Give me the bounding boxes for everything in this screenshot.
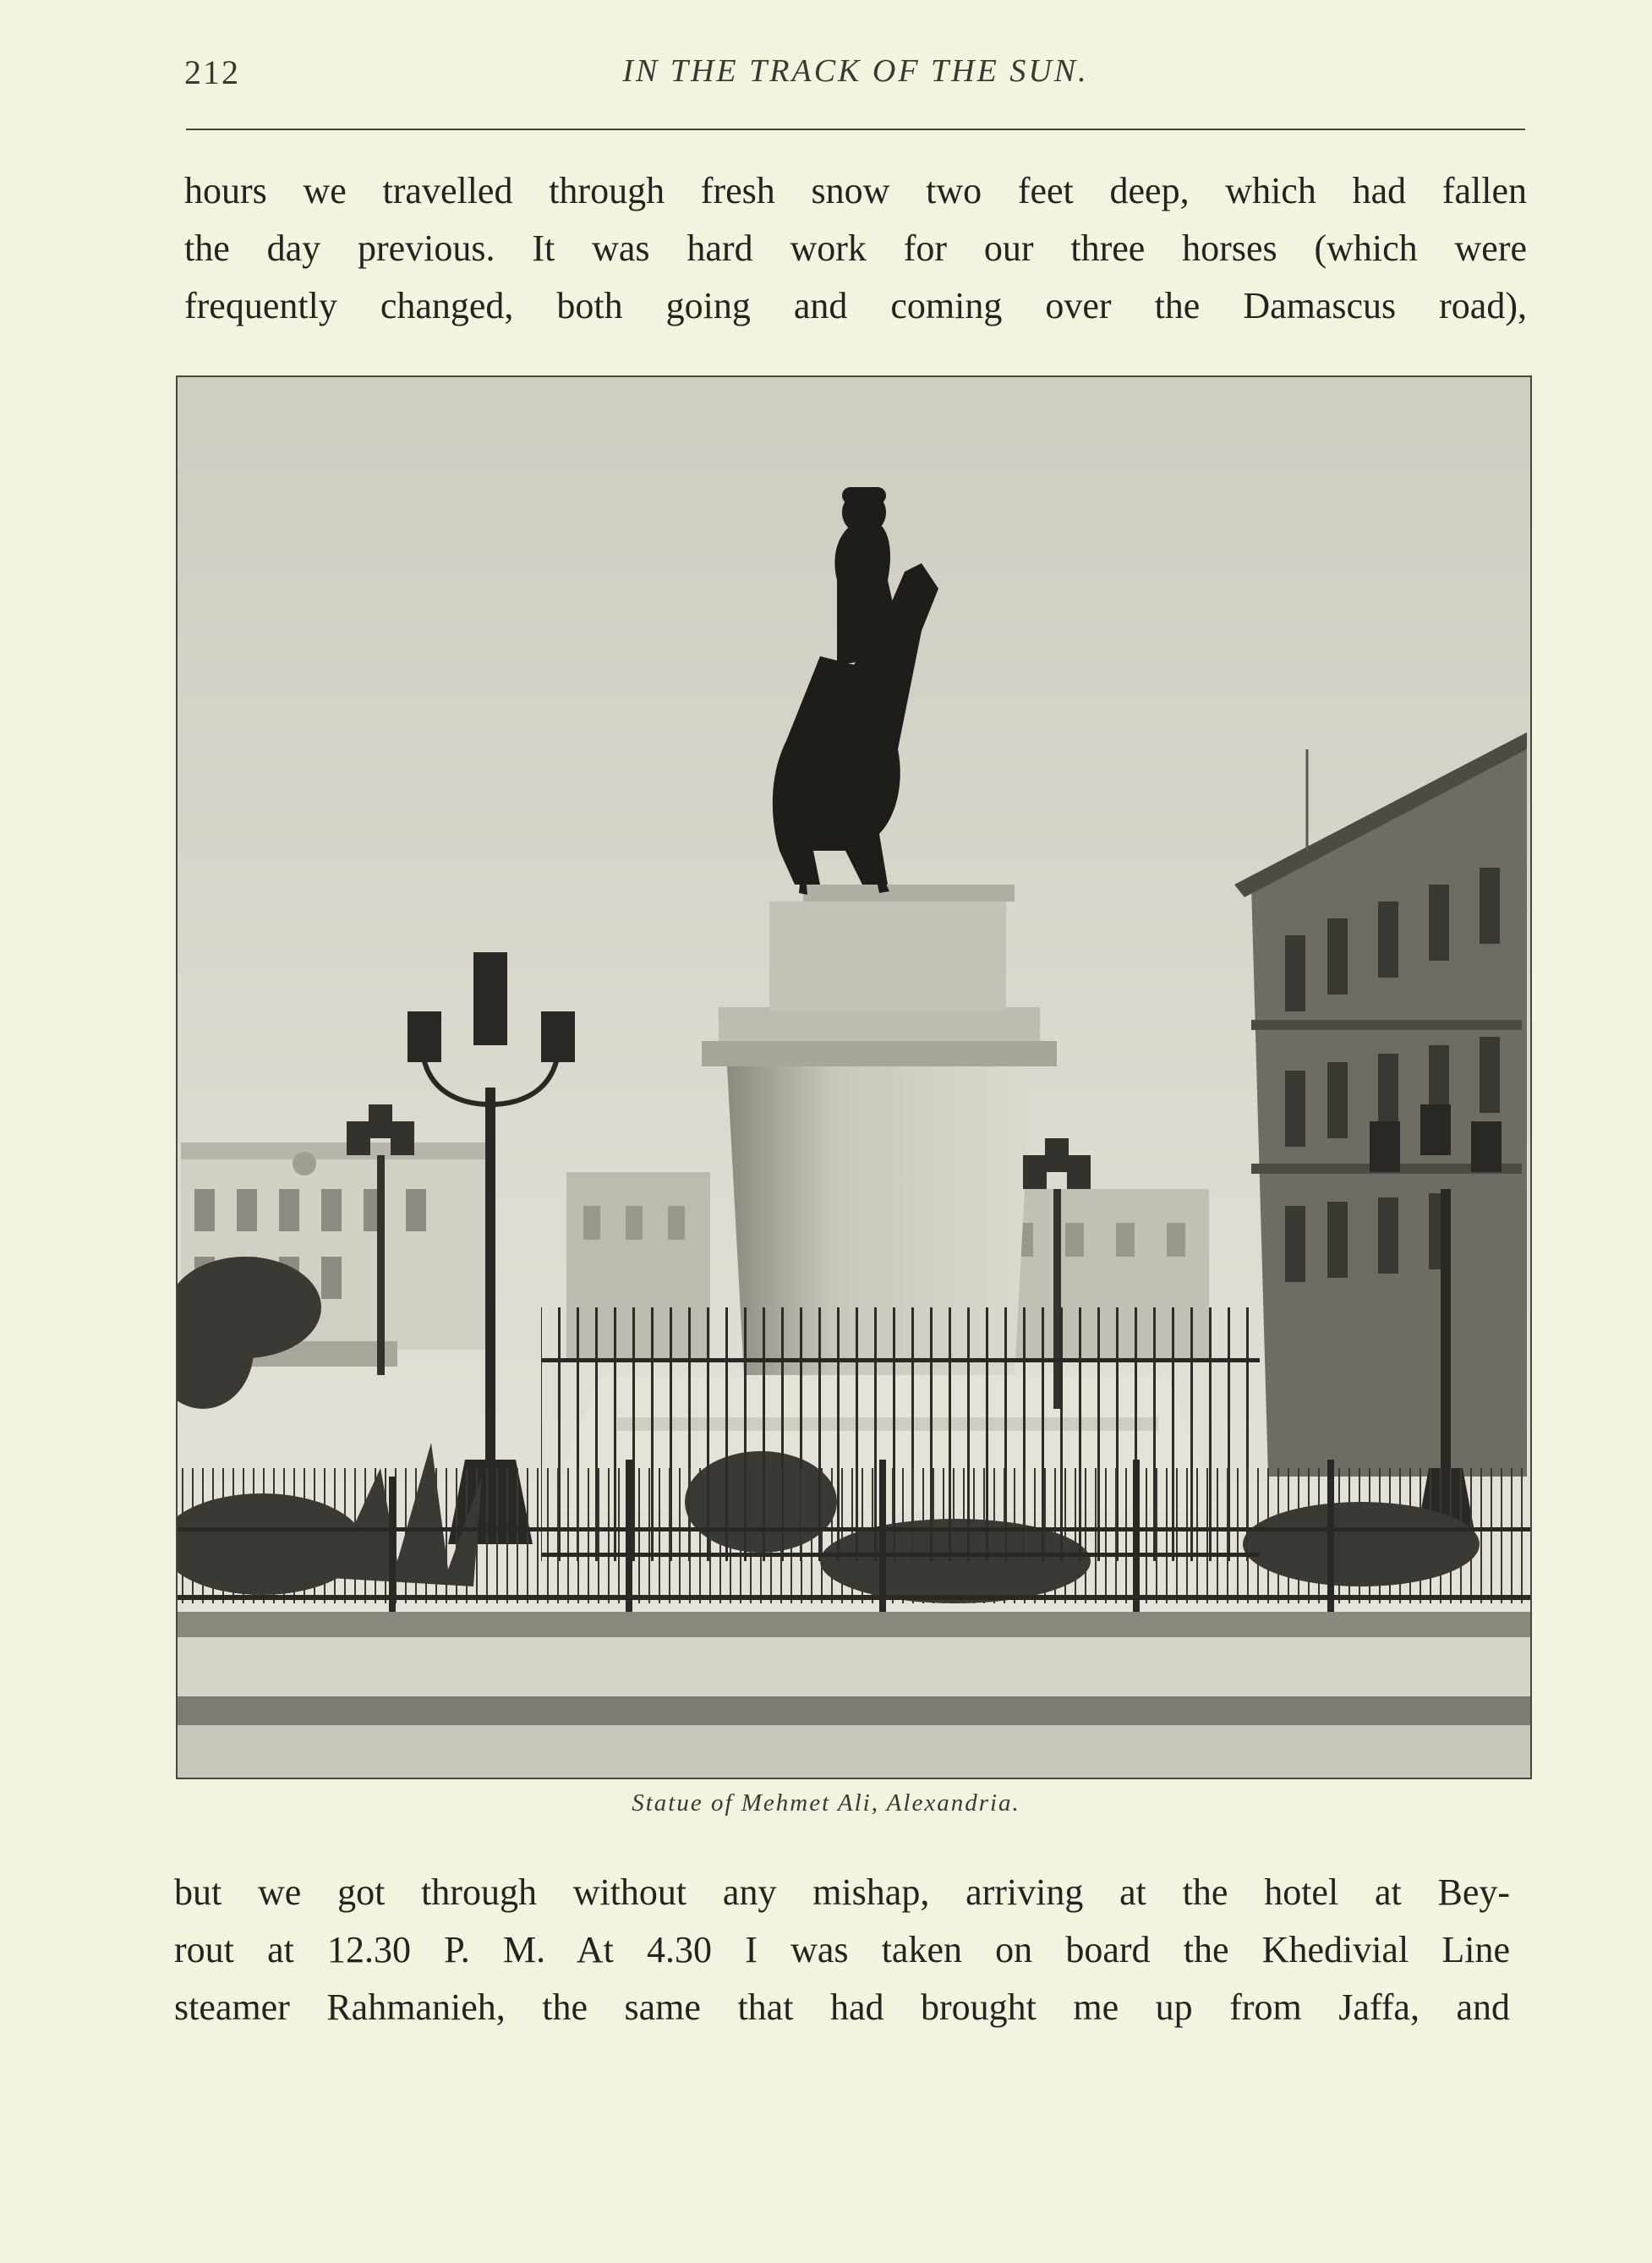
running-head [184,52,1527,95]
text-line: frequently changed, both going and coming over the Damascus road), [184,285,1527,326]
text-line: but we got through without any mishap, arriving at the hotel at Bey- [174,1871,1510,1913]
paragraph-bottom [174,1864,1510,2036]
text-line: steamer Rahmanieh, the same that had brought me up from Jaffa, and [174,1986,1510,2028]
paragraph-top [184,162,1527,335]
statue-photograph [178,377,1530,1778]
curb [178,1612,1530,1637]
text-line: rout at 12.30 P. M. At 4.30 I was taken on board the Khedivial Line [174,1929,1510,1970]
text-line: the day previous. It was hard work for our three horses (which were [184,227,1527,269]
running-title: IN THE TRACK OF THE SUN. [622,53,1089,89]
figure-caption: Statue of Mehmet Ali, Alexandria. [632,1789,1020,1816]
road [178,1725,1530,1778]
sidewalk [178,1637,1530,1696]
header-rule [186,129,1525,130]
text-line: hours we travelled through fresh snow two feet deep, which had fallen [184,170,1527,211]
page-number: 212 [184,53,240,91]
photograph-plate [176,375,1532,1779]
